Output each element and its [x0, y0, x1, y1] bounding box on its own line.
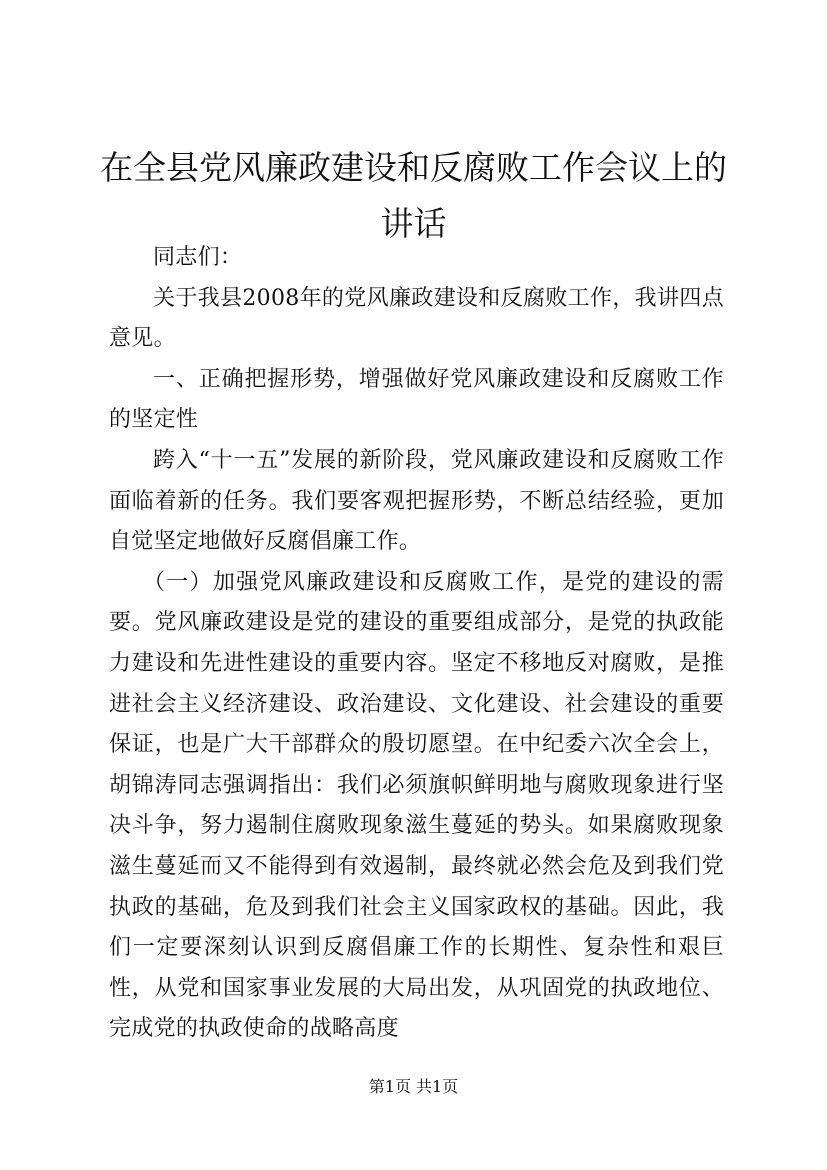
document-body: [109, 238, 724, 1050]
subsection-paragraph: （一）加强党风廉政建设和反腐败工作，是党的建设的需要。党风廉政建设是党的建设的重要组成部分，是党的执政能力建设和先进性建设的重要内容。坚定不移地反对腐败，是推进社会主义经济建设、政治建设、文化建设、社会建设的重要保证，也是广大干部群众的殷切愿望。在中纪委六次全会上，胡锦涛同志强调指出：我们必须旗帜鲜明地与腐败现象进行坚决斗争，努力遏制住腐败现象滋生蔓延的势头。如果腐败现象滋生蔓延而又不能得到有效遏制，最终就必然会危及到我们党执政的基础，危及到我们社会主义国家政权的基础。因此，我们一定要深刻认识到反腐倡廉工作的长期性、复杂性和艰巨性，从党和国家事业发展的大局出发，从巩固党的执政地位、完成党的执政使命的战略高度: [109, 569, 724, 1042]
document-title: 在全县党风廉政建设和反腐败工作会议上的讲话: [100, 148, 727, 243]
intro-paragraph: 关于我县2008年的党风廉政建设和反腐败工作，我讲四点意见。: [109, 285, 724, 352]
page-footer: 第1页 共1页: [368, 1077, 459, 1096]
section-heading-one: 一、正确把握形势，增强做好党风廉政建设和反腐败工作的坚定性: [109, 366, 724, 433]
salutation-paragraph: 同志们：: [153, 245, 243, 270]
body-paragraph: 跨入“十一五”发展的新阶段，党风廉政建设和反腐败工作面临着新的任务。我们要客观把握形势，不断总结经验，更加自觉坚定地做好反腐倡廉工作。: [109, 447, 724, 555]
